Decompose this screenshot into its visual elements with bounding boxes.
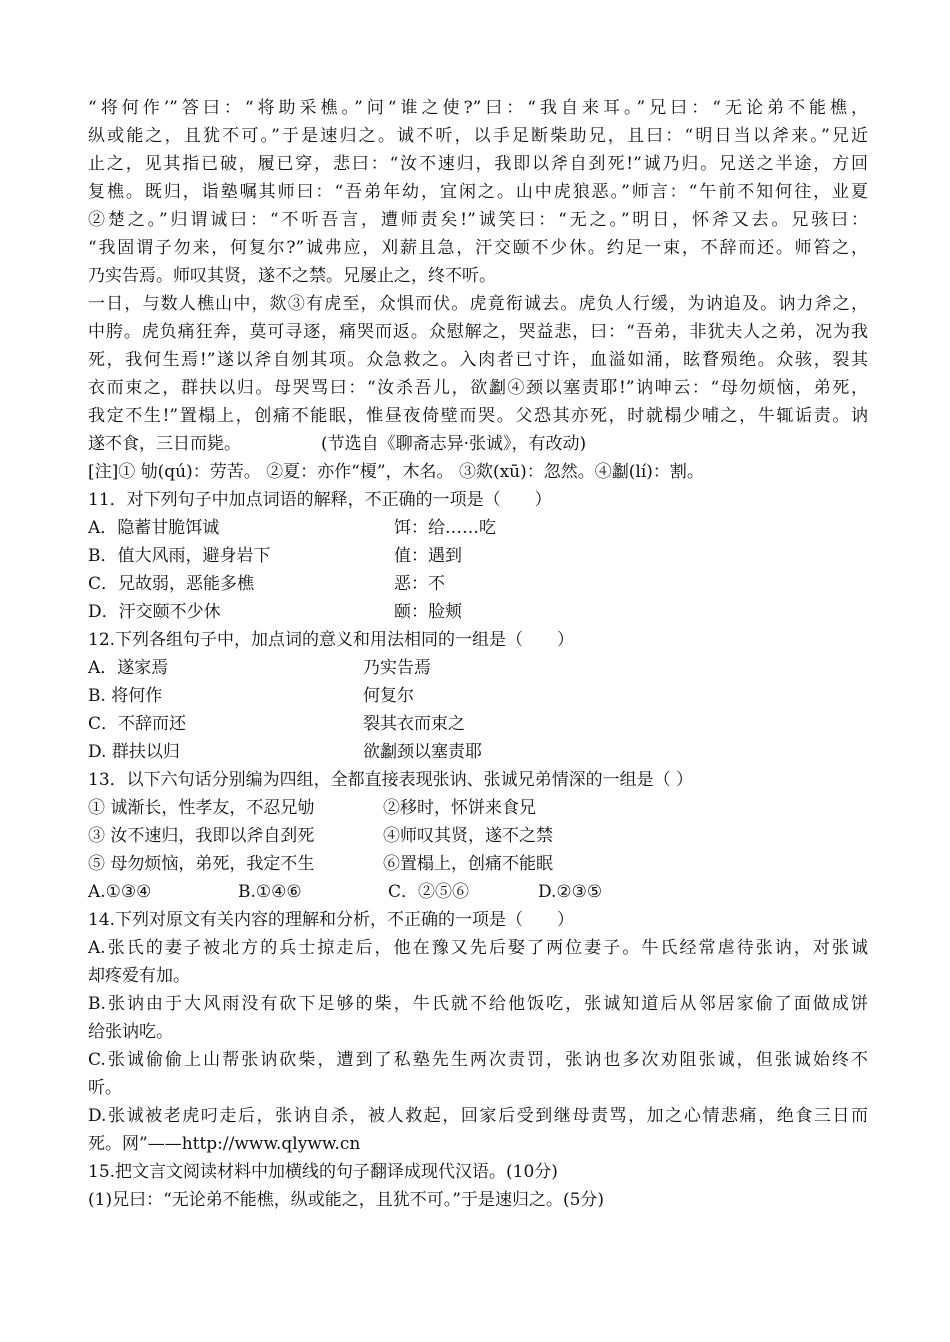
question-stem: 11．对下列句子中加点词语的解释，不正确的一项是（ ）	[88, 490, 552, 510]
question-stem: 14.下列对原文有关内容的理解和分析，不正确的一项是（ ）	[88, 910, 575, 930]
option-left: D. 群扶以归	[88, 742, 180, 762]
option-line: C.张诚偷偷上山帮张讷砍柴，遭到了私塾先生两次责罚，张讷也多次劝阻张诚，但张诚始终不	[88, 1050, 868, 1070]
option-row	[88, 654, 868, 682]
passage	[88, 94, 868, 458]
choice-b: B.①④⑥	[238, 882, 302, 902]
option-left: C．不辞而还	[88, 714, 187, 734]
option-row	[88, 738, 868, 766]
sentence-right: ⑥置榻上，创痛不能眠	[383, 854, 553, 874]
choice-c: C．②⑤⑥	[388, 882, 470, 902]
option-right: 何复尔	[363, 686, 414, 706]
option-row	[88, 514, 868, 542]
sentence-pair	[88, 794, 868, 822]
option-gloss: 值：遇到	[394, 546, 462, 566]
option-line: 却疼爱有加。	[88, 966, 190, 986]
passage-line: “我固谓子勿来，何复尔?”诚弗应，刈薪且急，汗交颐不少休。约足一束，不辞而还。师笞之，	[88, 238, 868, 258]
passage-line: “将何作’”答曰：“将助采樵。”问“谁之使?”曰：“我自来耳。”兄曰：“无论弟不能樵，	[88, 98, 868, 118]
choice-row	[88, 878, 868, 906]
option-row	[88, 598, 868, 626]
passage-line: 一日，与数人樵山中，欻③有虎至，众惧而伏。虎竟衔诚去。虎负人行缓，为讷追及。讷力斧之，	[88, 294, 868, 314]
question-stem: 15.把文言文阅读材料中加横线的句子翻译成现代汉语。(10分)	[88, 1162, 558, 1182]
passage-line: 纵或能之，且犹不可。”于是速归之。诚不听，以手足断柴助兄，且曰：“明日当以斧来。”兄近	[88, 126, 868, 146]
option-line: 死。网”——http://www.qlyww.cn	[88, 1134, 361, 1154]
question-13	[88, 766, 868, 906]
option-row	[88, 542, 868, 570]
option-sentence: B．值大风雨，避身岩下	[88, 546, 271, 566]
option-left: B. 将何作	[88, 686, 163, 706]
option-gloss: 饵：给……吃	[394, 518, 496, 538]
passage-line: 遂不食，三日而毙。	[88, 434, 241, 454]
option-row	[88, 710, 868, 738]
option-sentence: A．隐蓄甘脆饵诚	[88, 518, 220, 538]
option-line: A.张氏的妻子被北方的兵士掠走后，他在豫又先后娶了两位妻子。牛氏经常虐待张讷，对张诚	[88, 938, 868, 958]
passage-line: 复樵。既归，诣塾嘱其师曰：“吾弟年幼，宜闲之。山中虎狼恶。”师言：“午前不知何往，业夏	[88, 182, 868, 202]
option-row	[88, 682, 868, 710]
passage-line: 死，我何生焉!”遂以斧自刎其项。众急救之。入肉者已寸许，血溢如涌，眩瞀殒绝。众骇，裂其	[88, 350, 868, 370]
option-gloss: 恶：不	[394, 574, 445, 594]
sentence-left: ⑤ 母勿烦恼，弟死，我定不生	[88, 854, 315, 874]
option-row	[88, 570, 868, 598]
passage-line: 止之，见其指已破，履已穿，悲曰：“汝不速归，我即以斧自刭死!”诚乃归。兄送之半途，方回	[88, 154, 868, 174]
option-gloss: 颐：脸颊	[394, 602, 462, 622]
question-15	[88, 1158, 868, 1214]
question-14	[88, 906, 868, 1158]
sentence-pair	[88, 822, 868, 850]
question-stem: 12.下列各组句子中，加点词的意义和用法相同的一组是（ ）	[88, 630, 575, 650]
question-stem: 13．以下六句话分别编为四组，全都直接表现张讷、张诚兄弟情深的一组是（ ）	[88, 770, 694, 790]
option-line: 给张讷吃。	[88, 1022, 173, 1042]
passage-last-line	[88, 430, 868, 458]
option-left: A．遂家焉	[88, 658, 169, 678]
passage-line: 衣而束之，群扶以归。母哭骂曰：“汝杀吾儿，欲劙④颈以塞责耶!”讷呻云：“母勿烦恼，弟死，	[88, 378, 868, 398]
source-note: (节选自《聊斋志异·张诚》，有改动)	[321, 434, 587, 454]
question-11	[88, 486, 868, 626]
option-line: B.张讷由于大风雨没有砍下足够的柴，牛氏就不给他饭吃，张诚知道后从邻居家偷了面做成饼	[88, 994, 868, 1014]
option-right: 裂其衣而束之	[363, 714, 465, 734]
translation-item: (1)兄曰：“无论弟不能樵，纵或能之，且犹不可。”于是速归之。(5分)	[88, 1190, 605, 1210]
option-right: 乃实告焉	[363, 658, 431, 678]
option-line: D.张诚被老虎叼走后，张讷自杀，被人救起，回家后受到继母责骂，加之心情悲痛，绝食三日而	[88, 1106, 868, 1126]
option-line: 听。	[88, 1078, 122, 1098]
sentence-pair	[88, 850, 868, 878]
option-sentence: C．兄故弱，恶能多樵	[88, 574, 255, 594]
question-12	[88, 626, 868, 766]
passage-line: 中胯。虎负痛狂奔，莫可寻逐，痛哭而返。众慰解之，哭益悲，曰：“吾弟，非犹夫人之弟，况为我	[88, 322, 868, 342]
passage-line: 我定不生!”置榻上，创痛不能眠，惟昼夜倚壁而哭。父恐其亦死，时就榻少哺之，牛辄诟责。讷	[88, 406, 868, 426]
exam-page	[88, 94, 868, 1214]
choice-d: D.②③⑤	[538, 882, 603, 902]
sentence-right: ④师叹其贤，遂不之禁	[383, 826, 553, 846]
sentence-right: ②移时，怀饼来食兄	[383, 798, 536, 818]
sentence-left: ① 诚渐长，性孝友，不忍兄劬	[88, 798, 315, 818]
choice-a: A.①③④	[88, 882, 152, 902]
sentence-left: ③ 汝不速归，我即以斧自刭死	[88, 826, 315, 846]
option-sentence: D．汗交颐不少休	[88, 602, 221, 622]
passage-line: ②楚之。”归谓诚曰：“不听吾言，遭师责矣!”诚笑曰：“无之。”明日，怀斧又去。兄骇曰：	[88, 210, 868, 230]
option-right: 欲劙颈以塞责耶	[363, 742, 482, 762]
passage-line: 乃实告焉。师叹其贤，遂不之禁。兄屡止之，终不听。	[88, 266, 496, 286]
annotation: [注]① 劬(qú)：劳苦。 ②夏：亦作“榎”，木名。 ③欻(xū)：忽然。④劙(lí)：割。	[88, 462, 704, 482]
